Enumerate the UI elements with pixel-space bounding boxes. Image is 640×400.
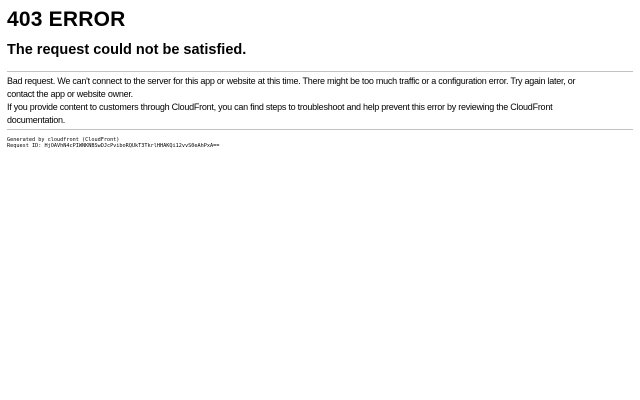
error-subtitle: The request could not be satisfied. bbox=[7, 42, 247, 58]
error-paragraph-1-line-2: contact the app or website owner. bbox=[7, 89, 133, 99]
error-paragraph-2-line-2: documentation. bbox=[7, 115, 66, 125]
top-divider bbox=[7, 71, 633, 72]
error-footer bbox=[7, 137, 633, 149]
error-paragraph-2-line-1: If you provide content to customers through CloudFront, you can find steps to troubleshoot and help prevent this error by reviewing the CloudFront bbox=[7, 102, 553, 112]
error-paragraph-1-line-1: Bad request. We can't connect to the server for this app or website at this time. There might be too much traffic or a configuration error. Try again later, or bbox=[7, 76, 576, 86]
error-code-heading: 403 ERROR bbox=[7, 8, 126, 31]
generated-by-line: Generated by cloudfront (CloudFront) bbox=[7, 137, 120, 143]
request-id-line: Request ID: HjOAVhN4cPIWNKNBSwDJcPviboRQUkT3TkrlHHAKQi12vvS0eAhPxA== bbox=[7, 143, 220, 150]
error-description bbox=[7, 75, 633, 127]
cloudfront-error-page bbox=[0, 0, 640, 149]
bottom-divider bbox=[7, 129, 633, 130]
